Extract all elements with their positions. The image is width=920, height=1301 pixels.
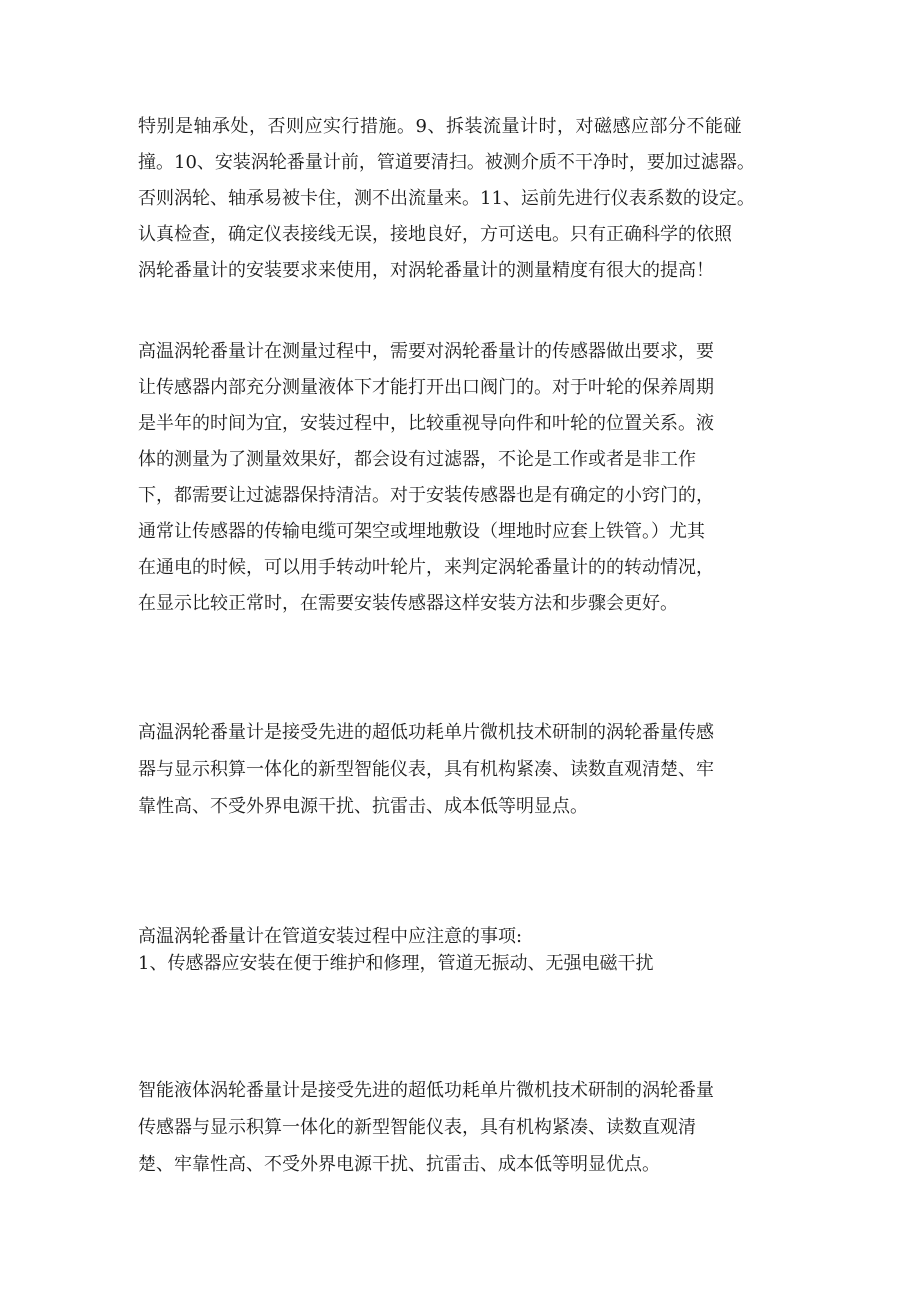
text-line: 是半年的时间为宜，安装过程中，比较重视导向件和叶轮的位置关系。液 [138,413,714,434]
text-line: 体的测量为了测量效果好，都会设有过滤器，不论是工作或者是非工作 [138,449,696,470]
text-line: 传感器与显示积算一体化的新型智能仪表，具有机构紧凑、读数直观清 [138,1117,696,1138]
text-line: 涡轮番量计的安装要求来使用，对涡轮番量计的测量精度有很大的提高！ [138,260,714,281]
text-line: 撞。10、安装涡轮番量计前，管道要清扫。被测介质不干净时，要加过滤器。 [138,152,755,173]
text-line: 靠性高、不受外界电源干扰、抗雷击、成本低等明显点。 [138,796,588,817]
text-line: 在显示比较正常时，在需要安装传感器这样安装方法和步骤会更好。 [138,593,678,614]
text-line: 智能液体涡轮番量计是接受先进的超低功耗单片微机技术研制的涡轮番量 [138,1080,714,1101]
text-line: 让传感器内部充分测量液体下才能打开出口阀门的。对于叶轮的保养周期 [138,377,714,398]
text-line: 高温涡轮番量计是接受先进的超低功耗单片微机技术研制的涡轮番量传感 [138,722,714,743]
text-line: 下，都需要让过滤器保持清洁。对于安装传感器也是有确定的小窍门的， [138,485,714,506]
text-line: 否则涡轮、轴承易被卡住，测不出流量来。11、运前先进行仪表系数的设定。 [138,188,755,209]
text-line: 通常让传感器的传输电缆可架空或埋地敷设（埋地时应套上铁管。）尤其 [138,521,705,542]
text-line: 器与显示积算一体化的新型智能仪表，具有机构紧凑、读数直观清楚、牢 [138,759,714,780]
text-line: 特别是轴承处，否则应实行措施。9、拆装流量计时，对磁感应部分不能碰 [138,116,742,137]
list-item: 1、传感器应安装在便于维护和修理，管道无振动、无强电磁干扰 [138,953,654,974]
text-line: 认真检查，确定仪表接线无误，接地良好，方可送电。只有正确科学的依照 [138,224,732,245]
text-line: 高温涡轮番量计在测量过程中，需要对涡轮番量计的传感器做出要求，要 [138,341,714,362]
text-line: 在通电的时候，可以用手转动叶轮片，来判定涡轮番量计的的转动情况， [138,557,714,578]
text-line: 楚、牢靠性高、不受外界电源干扰、抗雷击、成本低等明显优点。 [138,1154,660,1175]
section-heading: 高温涡轮番量计在管道安装过程中应注意的事项: [138,926,523,947]
